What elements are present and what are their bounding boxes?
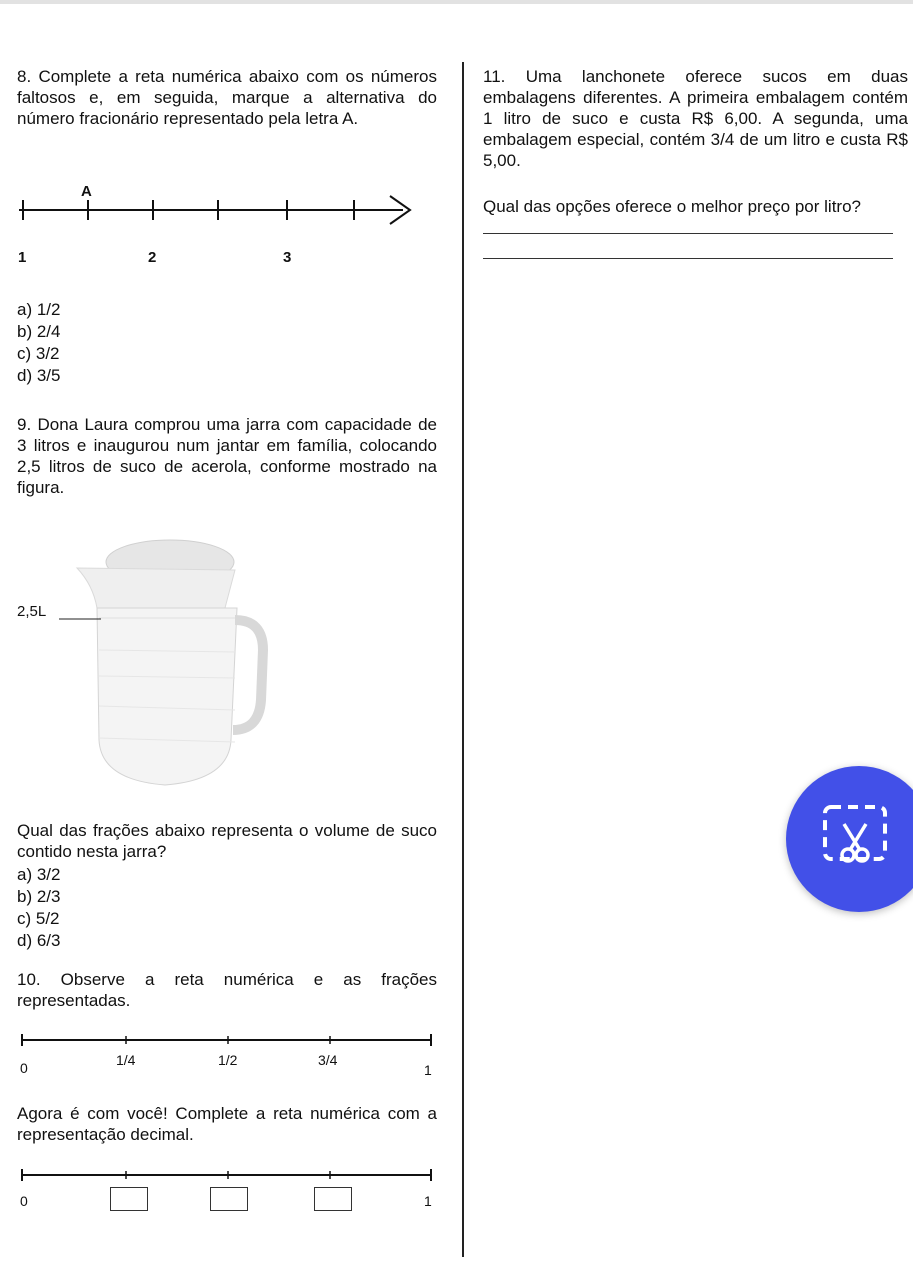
q10-fraction-line: [20, 1030, 440, 1080]
q10-text: 10. Observe a reta numérica e as frações representadas.: [17, 970, 437, 1010]
q10-fraction-label: 0: [20, 1060, 28, 1076]
decimal-answer-box[interactable]: [314, 1187, 352, 1211]
q11-text: 11. Uma lanchonete oferece sucos em duas embalagens diferentes. A primeira embalagem contém 1 litro de suco e custa R$ 6,00. A segunda, uma embalagem especial, contém 3/4 de um litro e custa R$ 5,00.: [483, 67, 908, 170]
q10-decimal-line-svg: [20, 1165, 440, 1185]
top-border: [0, 0, 913, 4]
q8-tick-label: 2: [148, 249, 157, 266]
decimal-answer-box[interactable]: [210, 1187, 248, 1211]
q9-question: Qual das frações abaixo representa o volume de suco contido nesta jarra?: [17, 821, 437, 861]
screenshot-fab-button[interactable]: [786, 766, 913, 912]
q8-option: d) 3/5: [17, 366, 61, 385]
q10-fraction-line-svg: [20, 1030, 440, 1050]
pitcher-figure: [15, 530, 275, 795]
q10-fraction-label: 1/2: [218, 1052, 238, 1068]
q11-question: Qual das opções oferece o melhor preço por litro?: [483, 197, 861, 216]
q10-decimal-line: [20, 1165, 440, 1225]
q10-fraction-label: 3/4: [318, 1052, 338, 1068]
pitcher-label: 2,5L: [17, 603, 47, 620]
q9-option: b) 2/3: [17, 887, 61, 906]
pitcher-svg: [15, 530, 275, 795]
q9-option: c) 5/2: [17, 909, 60, 928]
q8-option: a) 1/2: [17, 300, 61, 319]
answer-line[interactable]: [483, 258, 893, 259]
column-divider: [462, 62, 464, 1257]
q8-option: b) 2/4: [17, 322, 61, 341]
q8-number-line-svg: [15, 180, 425, 270]
q10-decimal-label: 1: [424, 1193, 432, 1209]
q9-option: a) 3/2: [17, 865, 61, 884]
q8-text: 8. Complete a reta numérica abaixo com os números faltosos e, em seguida, marque a alternativa do número fracionário representado pela letra A.: [17, 67, 437, 128]
right-column: [483, 66, 908, 171]
screenshot-cut-icon: [822, 804, 902, 874]
q9-options: [17, 864, 60, 952]
q8-tick-label: 1: [18, 249, 27, 266]
q10-instruction: Agora é com você! Complete a reta numérica com a representação decimal.: [17, 1104, 437, 1144]
q8-options: [17, 299, 60, 387]
q10-fraction-label: 1: [424, 1062, 432, 1078]
answer-line[interactable]: [483, 233, 893, 234]
left-column: [17, 66, 437, 129]
q10-decimal-label: 0: [20, 1193, 28, 1209]
q8-number-line: [15, 180, 425, 270]
q8-tick-label: 3: [283, 249, 292, 266]
q9-text: 9. Dona Laura comprou uma jarra com capacidade de 3 litros e inaugurou num jantar em família, colocando 2,5 litros de suco de acerola, conforme mostrado na figura.: [17, 415, 437, 497]
q8-marker-label: A: [81, 183, 92, 200]
q10-fraction-label: 1/4: [116, 1052, 136, 1068]
q8-option: c) 3/2: [17, 344, 60, 363]
decimal-answer-box[interactable]: [110, 1187, 148, 1211]
q9-option: d) 6/3: [17, 931, 61, 950]
